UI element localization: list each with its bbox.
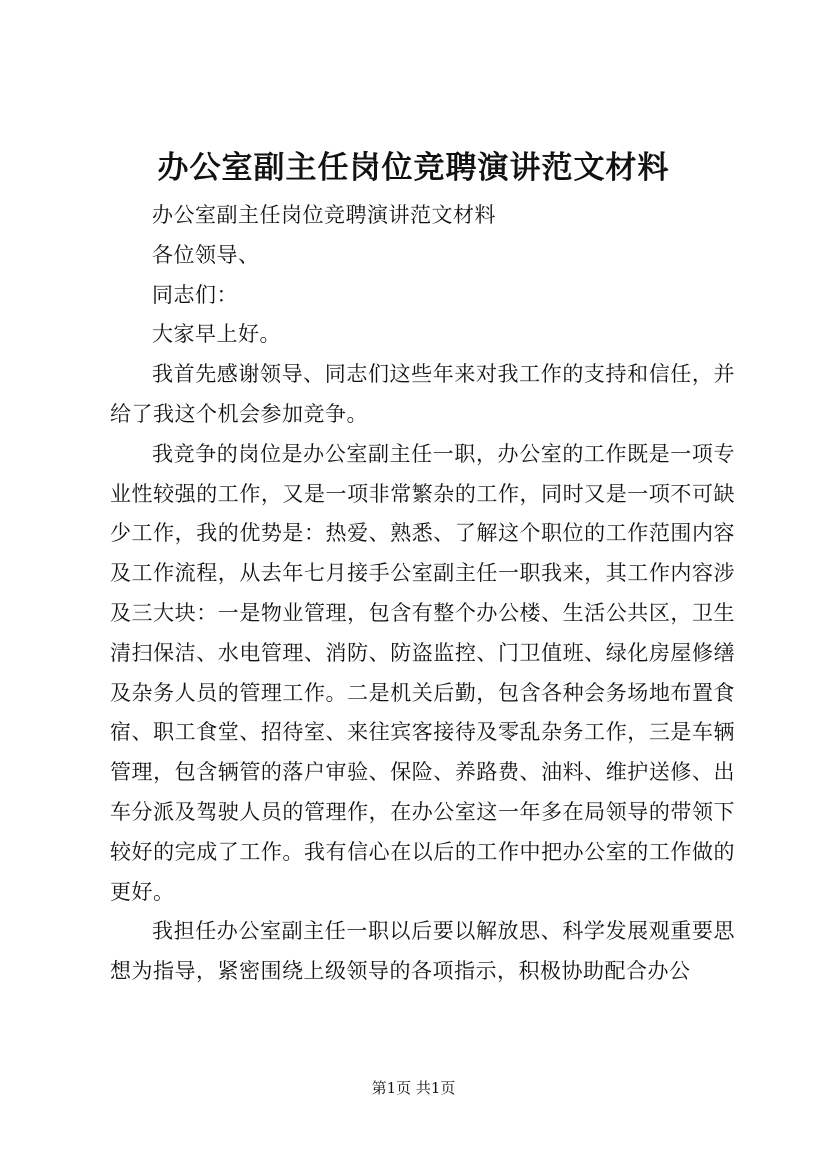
page-number-footer: 第1页 共1页 <box>371 1079 456 1097</box>
document-title: 办公室副主任岗位竞聘演讲范文材料 <box>157 150 670 186</box>
paragraph-greeting: 大家早上好。 <box>152 322 281 347</box>
paragraph-future-plan: 我担任办公室副主任一职以后要以解放思、科学发展观重要思想为指导，紧密围绕上级领导的各项指示，积极协助配合办公 <box>110 919 735 984</box>
paragraph-salutation-leaders: 各位领导、 <box>152 242 260 267</box>
document-body <box>110 196 735 992</box>
paragraph-thanks: 我首先感谢领导、同志们这些年来对我工作的支持和信任，并给了我这个机会参加竞争。 <box>110 362 735 426</box>
paragraph-salutation-comrades: 同志们： <box>152 282 238 307</box>
paragraph-heading-repeat: 办公室副主任岗位竞聘演讲范文材料 <box>152 203 496 227</box>
paragraph-position-duties: 我竞争的岗位是办公室副主任一职，办公室的工作既是一项专业性较强的工作，又是一项非常繁杂的工作，同时又是一项不可缺少工作，我的优势是：热爱、熟悉、了解这个职位的工作范围内容及工作流程，从去年七月接手公室副主任一职我来，其工作内容涉及三大块：一是物业管理，包含有整个办公楼、生活公共区，卫生清扫保洁、水电管理、消防、防盗监控、门卫值班、绿化房屋修缮及杂务人员的管理工作。二是机关后勤，包含各种会务场地布置食宿、职工食堂、招待室、来往宾客接待及零乱杂务工作，三是车辆管理，包含辆管的落户审验、保险、养路费、油料、维护送修、出车分派及驾驶人员的管理作，在办公室这一年多在局领导的带领下较好的完成了工作。我有信心在以后的工作中把办公室的工作做的更好。 <box>110 441 735 904</box>
